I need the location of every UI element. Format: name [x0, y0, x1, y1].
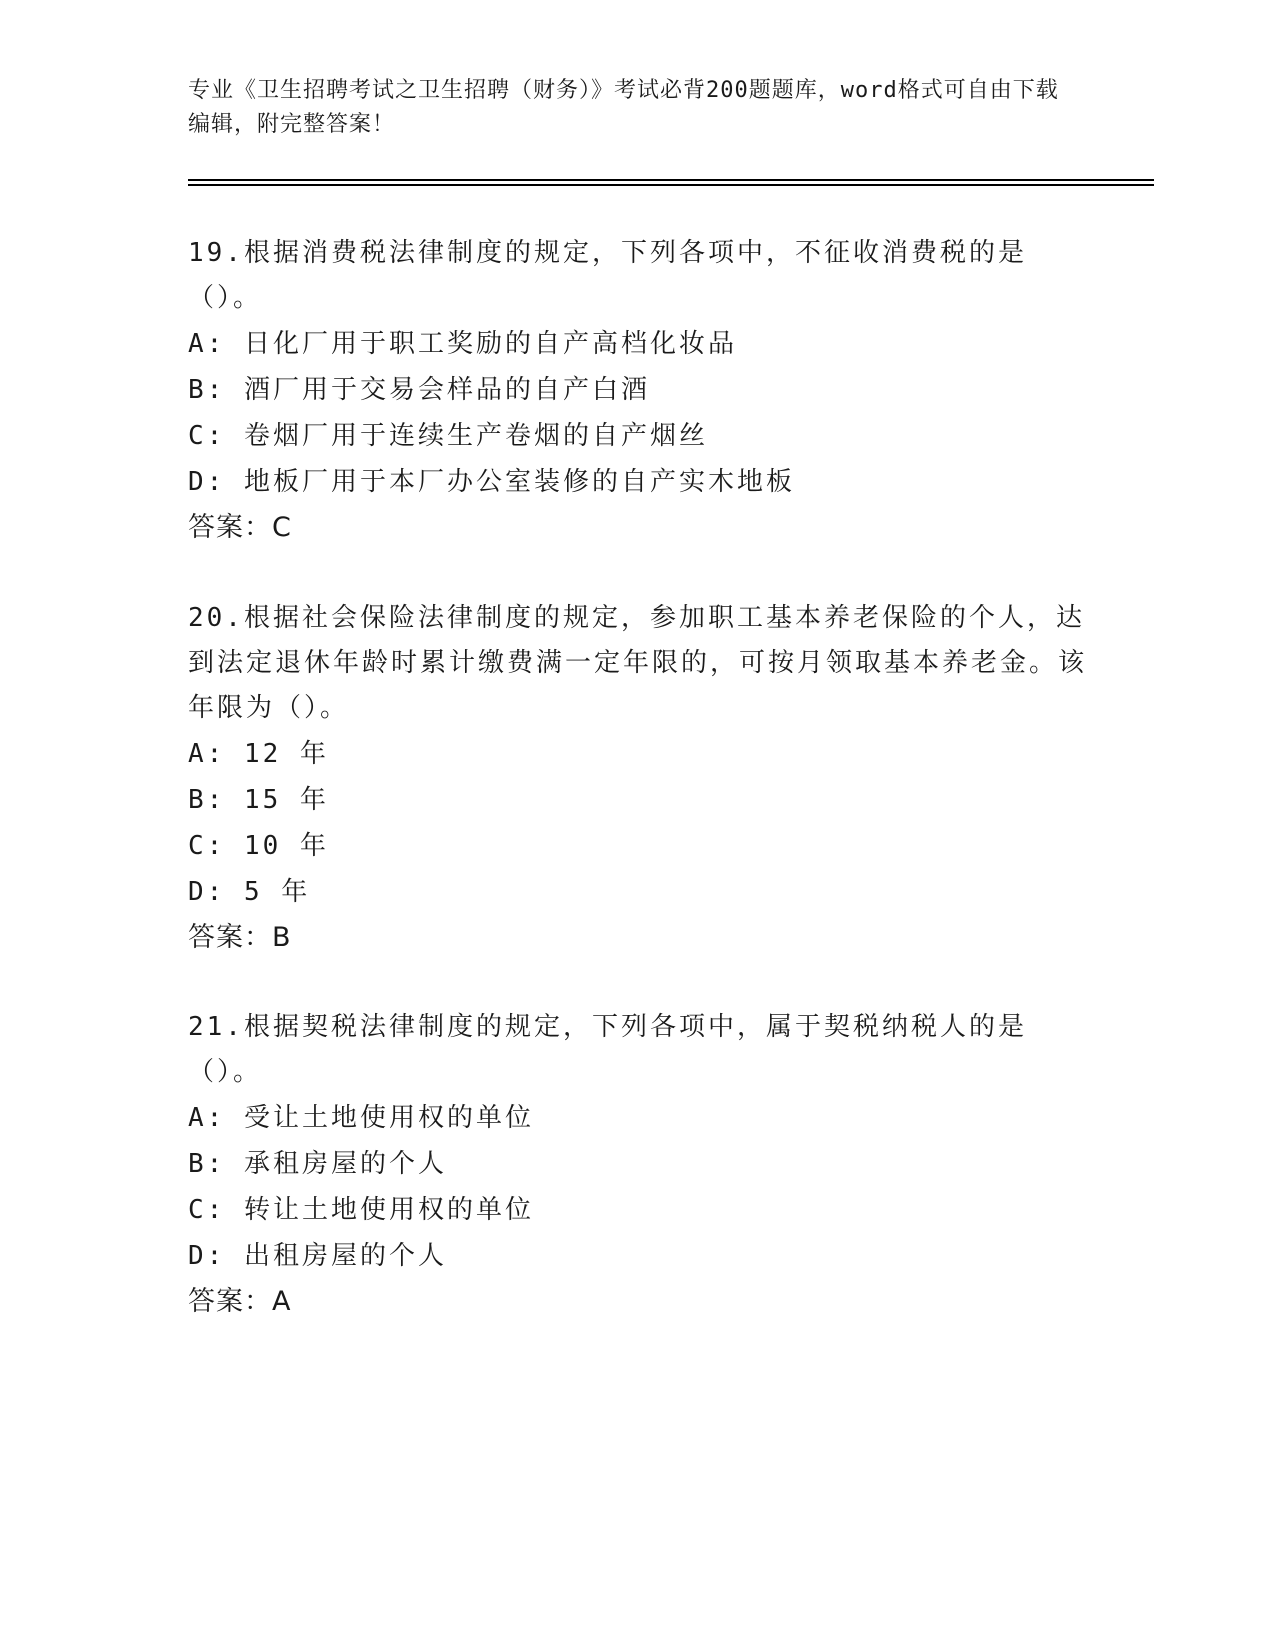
question-20: [188, 596, 1088, 961]
option-d: D: 5 年: [188, 877, 311, 907]
header-rule-top: [188, 179, 1154, 181]
question-stem: 21.根据契税法律制度的规定，下列各项中，属于契税纳税人的是（）。: [188, 1012, 1027, 1087]
option-b: B: 15 年: [188, 785, 329, 815]
option-b: B: 承租房屋的个人: [188, 1149, 447, 1179]
option-b: B: 酒厂用于交易会样品的自产白酒: [188, 375, 650, 405]
option-c: C: 卷烟厂用于连续生产卷烟的自产烟丝: [188, 421, 708, 451]
answer-line: 答案：A: [188, 1286, 292, 1317]
option-a: A: 日化厂用于职工奖励的自产高档化妆品: [188, 329, 737, 359]
option-d: D: 地板厂用于本厂办公室装修的自产实木地板: [188, 467, 795, 497]
answer-line: 答案：C: [188, 512, 292, 543]
question-21: [188, 1005, 1088, 1325]
document-header: 专业《卫生招聘考试之卫生招聘（财务）》考试必背200题题库，word格式可自由下载编辑，附完整答案！: [188, 78, 1059, 137]
option-c: C: 10 年: [188, 831, 329, 861]
answer-line: 答案：B: [188, 922, 292, 953]
option-c: C: 转让土地使用权的单位: [188, 1195, 534, 1225]
option-d: D: 出租房屋的个人: [188, 1241, 447, 1271]
option-a: A: 受让土地使用权的单位: [188, 1103, 534, 1133]
question-stem: 19.根据消费税法律制度的规定，下列各项中，不征收消费税的是（）。: [188, 238, 1027, 313]
header-rule-bottom: [188, 184, 1154, 186]
option-a: A: 12 年: [188, 739, 329, 769]
question-19: [188, 231, 1088, 551]
question-stem: 20.根据社会保险法律制度的规定，参加职工基本养老保险的个人，达到法定退休年龄时累计缴费满一定年限的，可按月领取基本养老金。该年限为（）。: [188, 603, 1088, 723]
